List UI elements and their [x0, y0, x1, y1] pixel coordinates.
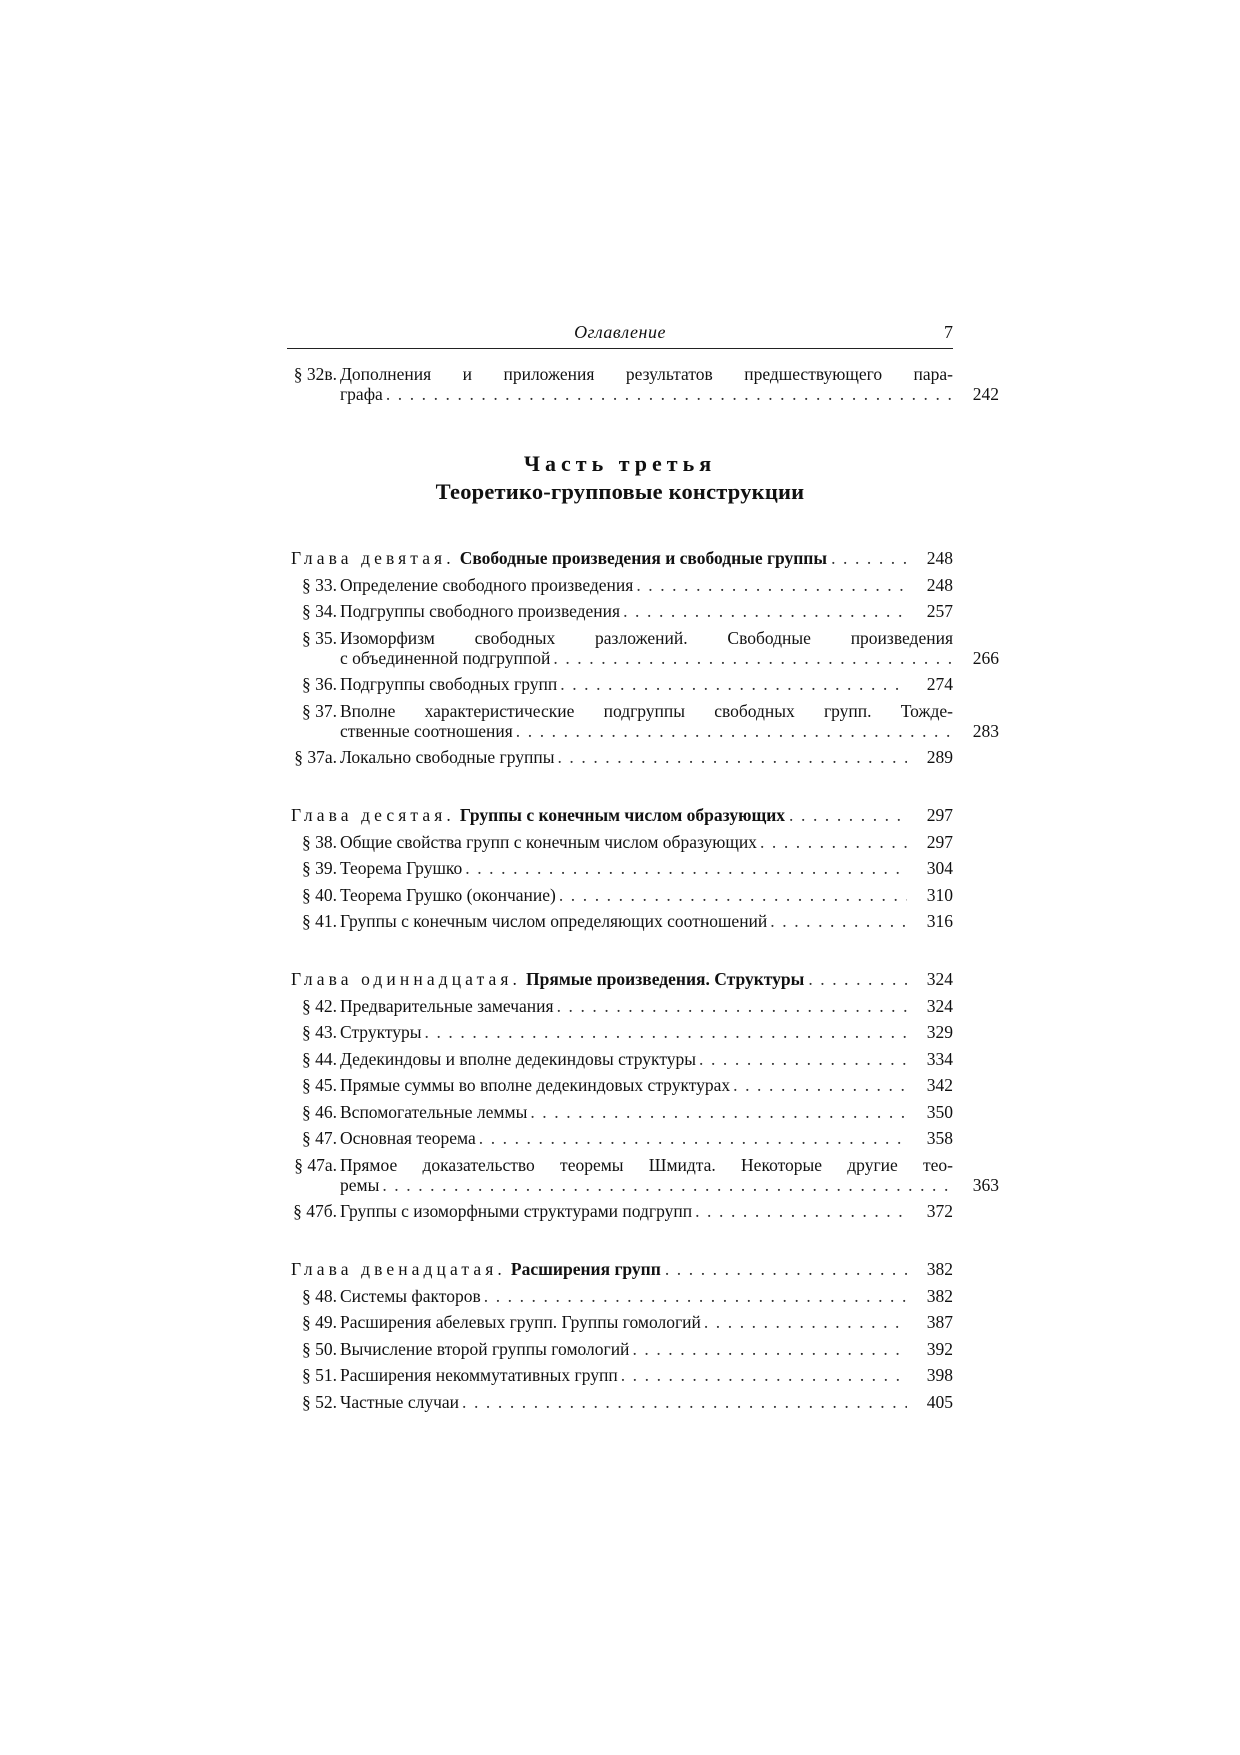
- toc-entry[interactable]: [287, 575, 953, 595]
- section-title: Подгруппы свободных групп: [340, 674, 558, 694]
- section-number: § 50.: [302, 1338, 337, 1359]
- section-number: § 47.: [302, 1128, 337, 1148]
- section-title-line1: Изоморфизм свободных разложений. Свободные произведения: [340, 627, 953, 648]
- dot-leader: [513, 721, 953, 741]
- chapter-block: [287, 1259, 953, 1412]
- dot-leader: [527, 1102, 907, 1122]
- chapter-title: Группы с конечным числом образующих: [459, 805, 786, 825]
- dot-leader: [767, 911, 907, 931]
- page-number: 297: [926, 805, 953, 825]
- toc-entry[interactable]: [287, 1102, 953, 1122]
- dot-leader: [459, 1392, 907, 1412]
- dot-leader: [804, 969, 907, 989]
- section-number: § 45.: [302, 1075, 337, 1095]
- dot-leader: [550, 648, 953, 668]
- dot-leader: [556, 885, 907, 905]
- page-number: 392: [926, 1338, 953, 1359]
- dot-leader: [379, 1175, 953, 1195]
- dot-leader: [554, 996, 907, 1016]
- section-title-line1: Дополнения и приложения результатов предшествующего пара-: [340, 364, 953, 384]
- dot-leader: [661, 1259, 907, 1279]
- page-number: 329: [926, 1022, 953, 1042]
- section-number: § 41.: [302, 911, 337, 931]
- dot-leader: [383, 384, 953, 404]
- chapters-list: [287, 548, 999, 1412]
- dot-leader: [701, 1312, 907, 1332]
- section-title: Системы факторов: [340, 1285, 481, 1306]
- toc-entry[interactable]: [287, 832, 953, 852]
- chapter-block: [287, 969, 999, 1221]
- dot-leader: [633, 575, 907, 595]
- chapter-entry[interactable]: [291, 1259, 953, 1279]
- dot-leader: [462, 858, 907, 878]
- toc-entry[interactable]: [287, 627, 999, 668]
- dot-leader: [620, 601, 907, 621]
- page-number: 334: [926, 1048, 953, 1069]
- section-title: Локально свободные группы: [340, 747, 555, 767]
- dot-leader: [618, 1365, 907, 1385]
- dot-leader: [557, 674, 907, 694]
- section-number: § 43.: [302, 1022, 337, 1042]
- dot-leader: [692, 1201, 907, 1221]
- toc-entry[interactable]: [287, 1128, 953, 1148]
- section-title: Основная теорема: [340, 1128, 476, 1148]
- dot-leader: [827, 548, 907, 568]
- dot-leader: [757, 832, 907, 852]
- section-number: § 38.: [302, 831, 337, 852]
- toc-entry[interactable]: [287, 1075, 953, 1095]
- section-number: § 49.: [302, 1312, 337, 1332]
- toc-entry[interactable]: [287, 364, 999, 404]
- dot-leader: [629, 1339, 907, 1359]
- running-header-page-number: 7: [944, 322, 953, 342]
- section-number: § 34.: [302, 601, 337, 621]
- toc-entry[interactable]: [287, 911, 953, 931]
- section-title: Общие свойства групп с конечным числом образующих: [340, 831, 757, 852]
- section-number: § 47б.: [293, 1201, 337, 1221]
- toc-entry[interactable]: [287, 601, 953, 621]
- chapter-label: Глава одиннадцатая.: [291, 969, 522, 989]
- chapter-block: [287, 548, 999, 767]
- section-number: § 42.: [302, 995, 337, 1016]
- section-title: Вспомогательные леммы: [340, 1101, 528, 1122]
- page-number: 310: [926, 884, 953, 905]
- toc-entry[interactable]: [287, 885, 953, 905]
- page-number: 248: [926, 574, 953, 595]
- chapter-title: Расширения групп: [510, 1259, 661, 1279]
- section-number: § 37.: [302, 700, 337, 721]
- section-number: § 37а.: [294, 747, 337, 767]
- chapter-entry[interactable]: [291, 805, 953, 825]
- section-number: § 46.: [302, 1101, 337, 1122]
- toc-entry[interactable]: [287, 700, 999, 741]
- part-label: Часть третья: [523, 451, 717, 476]
- section-title: Структуры: [340, 1022, 422, 1042]
- page-number: 398: [926, 1365, 953, 1385]
- page-number: 382: [926, 1259, 953, 1279]
- section-number: § 52.: [302, 1391, 337, 1412]
- part-heading: [287, 450, 953, 506]
- page-number: 405: [926, 1391, 953, 1412]
- section-number: § 47а.: [294, 1154, 337, 1175]
- section-title: Дедекиндовы и вполне дедекиндовы структуры: [340, 1048, 697, 1069]
- part-title: Теоретико-групповые конструкции: [435, 479, 805, 504]
- toc-entry[interactable]: [287, 1286, 953, 1306]
- page-number: 289: [926, 747, 953, 767]
- section-title: Определение свободного произведения: [340, 574, 634, 595]
- section-title: Теорема Грушко: [340, 858, 463, 878]
- toc-entry[interactable]: [287, 1312, 953, 1332]
- section-title: Группы с изоморфными структурами подгрупп: [340, 1201, 693, 1221]
- section-title-line2: с объединенной подгруппой: [340, 647, 551, 668]
- toc-entry[interactable]: [287, 1339, 953, 1359]
- page-number: 316: [926, 911, 953, 931]
- section-title-line2: графа: [340, 384, 383, 404]
- page-number: 274: [926, 674, 953, 694]
- toc-entry[interactable]: [287, 1049, 953, 1069]
- page-number: 257: [926, 601, 953, 621]
- toc-entry[interactable]: [287, 747, 953, 767]
- dot-leader: [481, 1286, 907, 1306]
- chapter-title: Прямые произведения. Структуры: [526, 969, 805, 989]
- section-title: Расширения абелевых групп. Группы гомологий: [340, 1312, 701, 1332]
- toc-entry[interactable]: [287, 1201, 953, 1221]
- chapter-block: [287, 805, 953, 931]
- toc-entry[interactable]: [287, 1365, 953, 1385]
- dot-leader: [554, 747, 907, 767]
- section-title: Вычисление второй группы гомологий: [340, 1338, 630, 1359]
- section-title-line1: Вполне характеристические подгруппы свободных групп. Тожде-: [340, 700, 953, 721]
- toc-entry[interactable]: [287, 996, 953, 1016]
- page-number: 283: [972, 720, 999, 741]
- page-number: 382: [926, 1285, 953, 1306]
- section-title: Расширения некоммутативных групп: [340, 1365, 618, 1385]
- page-number: 358: [926, 1128, 953, 1148]
- toc-entry[interactable]: [287, 1022, 953, 1042]
- toc-entry[interactable]: [287, 1392, 953, 1412]
- section-title: Прямые суммы во вполне дедекиндовых структурах: [340, 1075, 731, 1095]
- section-title-line1: Прямое доказательство теоремы Шмидта. Некоторые другие тео-: [340, 1154, 953, 1175]
- dot-leader: [696, 1049, 907, 1069]
- page-number: 242: [972, 384, 999, 404]
- section-title: Подгруппы свободного произведения: [340, 601, 621, 621]
- section-number: § 33.: [302, 574, 337, 595]
- page-number: 304: [926, 858, 953, 878]
- running-header: [287, 322, 953, 349]
- page-number: 342: [926, 1075, 953, 1095]
- toc-page: [287, 322, 999, 1450]
- toc-entry[interactable]: [287, 674, 953, 694]
- section-number: § 35.: [302, 627, 337, 648]
- section-title: Теорема Грушко (окончание): [340, 884, 556, 905]
- dot-leader: [476, 1128, 907, 1148]
- chapter-title: Свободные произведения и свободные группы: [459, 548, 828, 568]
- dot-leader: [785, 805, 907, 825]
- page-number: 363: [972, 1174, 999, 1195]
- section-number: § 48.: [302, 1285, 337, 1306]
- page-number: 248: [926, 548, 953, 568]
- section-title: Предварительные замечания: [340, 995, 554, 1016]
- page-number: 266: [972, 647, 999, 668]
- section-number: § 36.: [302, 674, 337, 694]
- chapter-entry[interactable]: [291, 969, 953, 989]
- section-number: § 51.: [302, 1365, 337, 1385]
- section-number: § 39.: [302, 858, 337, 878]
- section-title-line2: ственные соотношения: [340, 720, 513, 741]
- page-number: 372: [926, 1201, 953, 1221]
- running-header-title: Оглавление: [574, 322, 666, 342]
- chapter-entry[interactable]: [291, 548, 953, 568]
- section-title-line2: ремы: [340, 1174, 380, 1195]
- page-number: 324: [926, 969, 953, 989]
- page-number: 324: [926, 995, 953, 1016]
- toc-entry[interactable]: [287, 1154, 999, 1195]
- toc-entry[interactable]: [287, 858, 953, 878]
- section-number: § 40.: [302, 884, 337, 905]
- section-number: § 44.: [302, 1048, 337, 1069]
- page-number: 297: [926, 831, 953, 852]
- chapter-label: Глава десятая.: [291, 805, 455, 825]
- dot-leader: [730, 1075, 907, 1095]
- dot-leader: [422, 1022, 907, 1042]
- section-title: Частные случаи: [340, 1391, 460, 1412]
- page-number: 387: [926, 1312, 953, 1332]
- chapter-label: Глава девятая.: [291, 548, 455, 568]
- chapter-label: Глава двенадцатая.: [291, 1259, 506, 1279]
- section-title: Группы с конечным числом определяющих соотношений: [340, 911, 768, 931]
- page-number: 350: [926, 1101, 953, 1122]
- section-number: § 32в.: [293, 364, 337, 384]
